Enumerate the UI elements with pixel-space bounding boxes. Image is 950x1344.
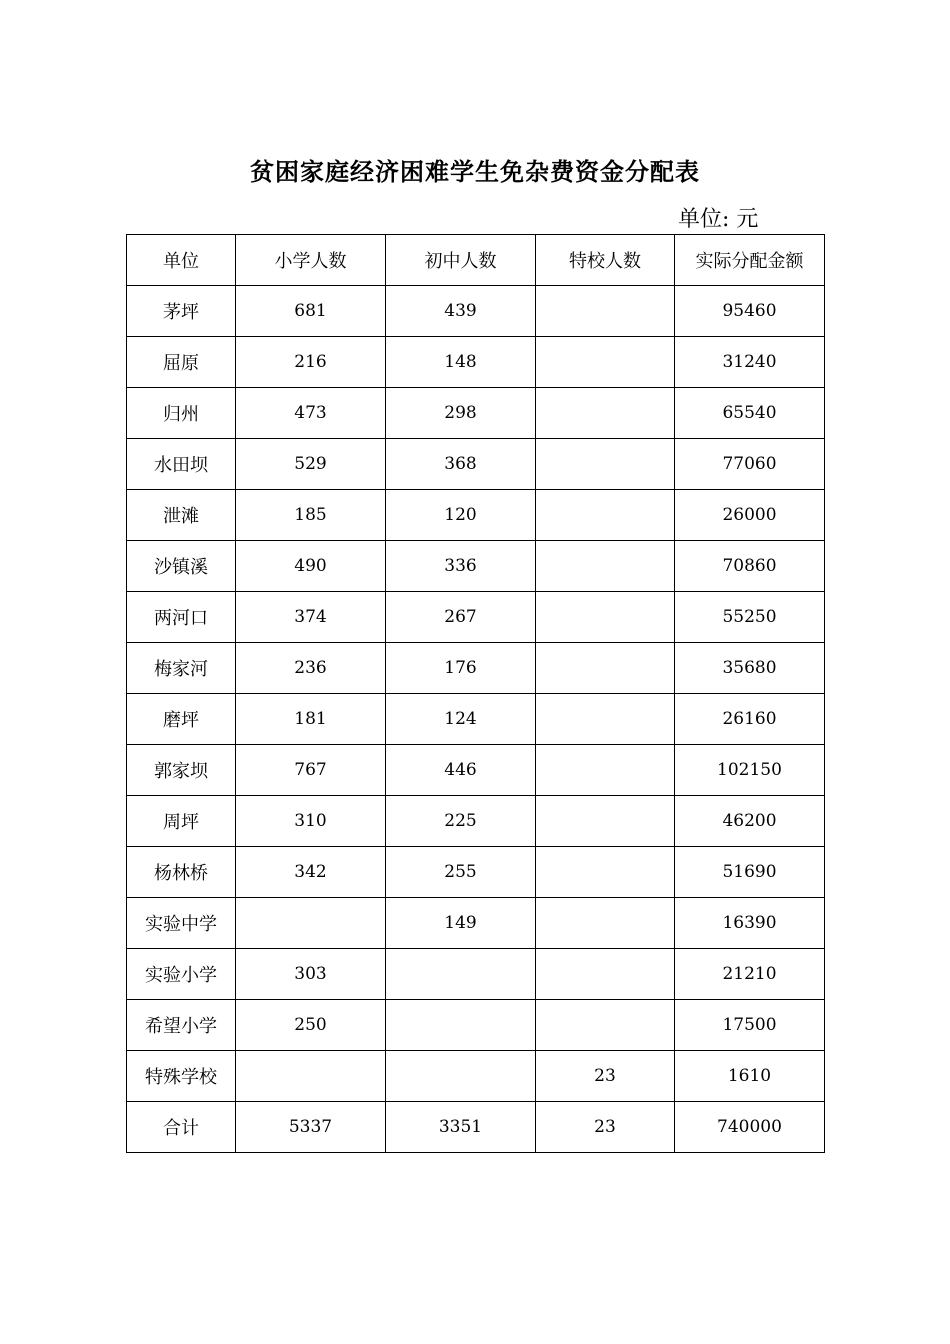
- header-special-count: 特校人数: [536, 235, 675, 286]
- unit-cell: 茅坪: [127, 286, 236, 337]
- amount-cell: 35680: [675, 643, 825, 694]
- unit-cell: 郭家坝: [127, 745, 236, 796]
- special-count-cell: [536, 337, 675, 388]
- header-row: [127, 235, 825, 286]
- amount-cell: 21210: [675, 949, 825, 1000]
- special-count-cell: [536, 439, 675, 490]
- special-count-cell: [536, 694, 675, 745]
- table-row: [127, 1051, 825, 1102]
- unit-cell: 实验小学: [127, 949, 236, 1000]
- junior-count-cell: 446: [386, 745, 536, 796]
- junior-count-cell: 368: [386, 439, 536, 490]
- special-count-cell: [536, 541, 675, 592]
- unit-cell: 泄滩: [127, 490, 236, 541]
- amount-cell: 46200: [675, 796, 825, 847]
- unit-cell: 梅家河: [127, 643, 236, 694]
- special-count-cell: 23: [536, 1051, 675, 1102]
- junior-count-cell: [386, 1051, 536, 1102]
- table-row: [127, 694, 825, 745]
- unit-cell: 特殊学校: [127, 1051, 236, 1102]
- table-row: [127, 796, 825, 847]
- junior-count-cell: 298: [386, 388, 536, 439]
- allocation-table: [126, 234, 825, 1153]
- primary-count-cell: 342: [236, 847, 386, 898]
- table-row: [127, 541, 825, 592]
- primary-count-cell: [236, 1051, 386, 1102]
- primary-count-cell: 681: [236, 286, 386, 337]
- junior-count-cell: 176: [386, 643, 536, 694]
- special-count-cell: [536, 643, 675, 694]
- amount-cell: 26160: [675, 694, 825, 745]
- unit-label: 单位: 元: [678, 207, 759, 232]
- unit-cell: 归州: [127, 388, 236, 439]
- unit-cell: 周坪: [127, 796, 236, 847]
- special-count-cell: [536, 847, 675, 898]
- header-junior-count: 初中人数: [386, 235, 536, 286]
- special-count-cell: [536, 286, 675, 337]
- amount-cell: 51690: [675, 847, 825, 898]
- table-row: [127, 388, 825, 439]
- table-row: [127, 490, 825, 541]
- unit-cell: 水田坝: [127, 439, 236, 490]
- special-count-cell: [536, 745, 675, 796]
- primary-count-cell: 374: [236, 592, 386, 643]
- header-primary-count: 小学人数: [236, 235, 386, 286]
- table-row: [127, 337, 825, 388]
- primary-count-cell: 216: [236, 337, 386, 388]
- amount-cell: 55250: [675, 592, 825, 643]
- primary-count-cell: 529: [236, 439, 386, 490]
- special-count-cell: [536, 592, 675, 643]
- table-header: [127, 235, 825, 286]
- junior-count-cell: 255: [386, 847, 536, 898]
- amount-cell: 16390: [675, 898, 825, 949]
- table-row: [127, 847, 825, 898]
- amount-cell: 740000: [675, 1102, 825, 1153]
- special-count-cell: [536, 796, 675, 847]
- unit-cell: 合计: [127, 1102, 236, 1153]
- primary-count-cell: 250: [236, 1000, 386, 1051]
- primary-count-cell: 185: [236, 490, 386, 541]
- unit-cell: 实验中学: [127, 898, 236, 949]
- primary-count-cell: 181: [236, 694, 386, 745]
- junior-count-cell: 148: [386, 337, 536, 388]
- special-count-cell: [536, 949, 675, 1000]
- unit-cell: 杨林桥: [127, 847, 236, 898]
- total-row: [127, 1102, 825, 1153]
- junior-count-cell: 336: [386, 541, 536, 592]
- special-count-cell: [536, 898, 675, 949]
- unit-cell: 磨坪: [127, 694, 236, 745]
- header-allocated-amount: 实际分配金额: [675, 235, 825, 286]
- primary-count-cell: 5337: [236, 1102, 386, 1153]
- junior-count-cell: 267: [386, 592, 536, 643]
- primary-count-cell: 490: [236, 541, 386, 592]
- amount-cell: 70860: [675, 541, 825, 592]
- primary-count-cell: 310: [236, 796, 386, 847]
- table-row: [127, 949, 825, 1000]
- amount-cell: 65540: [675, 388, 825, 439]
- table-body: [127, 286, 825, 1153]
- junior-count-cell: 3351: [386, 1102, 536, 1153]
- special-count-cell: [536, 490, 675, 541]
- primary-count-cell: 303: [236, 949, 386, 1000]
- primary-count-cell: [236, 898, 386, 949]
- page-title: 贫困家庭经济困难学生免杂费资金分配表: [250, 157, 700, 186]
- amount-cell: 77060: [675, 439, 825, 490]
- table-row: [127, 898, 825, 949]
- junior-count-cell: 225: [386, 796, 536, 847]
- amount-cell: 102150: [675, 745, 825, 796]
- amount-cell: 26000: [675, 490, 825, 541]
- amount-cell: 31240: [675, 337, 825, 388]
- junior-count-cell: [386, 1000, 536, 1051]
- special-count-cell: 23: [536, 1102, 675, 1153]
- table-row: [127, 592, 825, 643]
- special-count-cell: [536, 388, 675, 439]
- unit-cell: 希望小学: [127, 1000, 236, 1051]
- table-row: [127, 1000, 825, 1051]
- primary-count-cell: 236: [236, 643, 386, 694]
- unit-cell: 沙镇溪: [127, 541, 236, 592]
- primary-count-cell: 767: [236, 745, 386, 796]
- primary-count-cell: 473: [236, 388, 386, 439]
- table-row: [127, 286, 825, 337]
- amount-cell: 95460: [675, 286, 825, 337]
- junior-count-cell: 439: [386, 286, 536, 337]
- header-unit: 单位: [127, 235, 236, 286]
- junior-count-cell: 120: [386, 490, 536, 541]
- unit-cell: 屈原: [127, 337, 236, 388]
- special-count-cell: [536, 1000, 675, 1051]
- amount-cell: 17500: [675, 1000, 825, 1051]
- junior-count-cell: 124: [386, 694, 536, 745]
- amount-cell: 1610: [675, 1051, 825, 1102]
- junior-count-cell: [386, 949, 536, 1000]
- table-row: [127, 643, 825, 694]
- table-row: [127, 439, 825, 490]
- table-row: [127, 745, 825, 796]
- junior-count-cell: 149: [386, 898, 536, 949]
- unit-cell: 两河口: [127, 592, 236, 643]
